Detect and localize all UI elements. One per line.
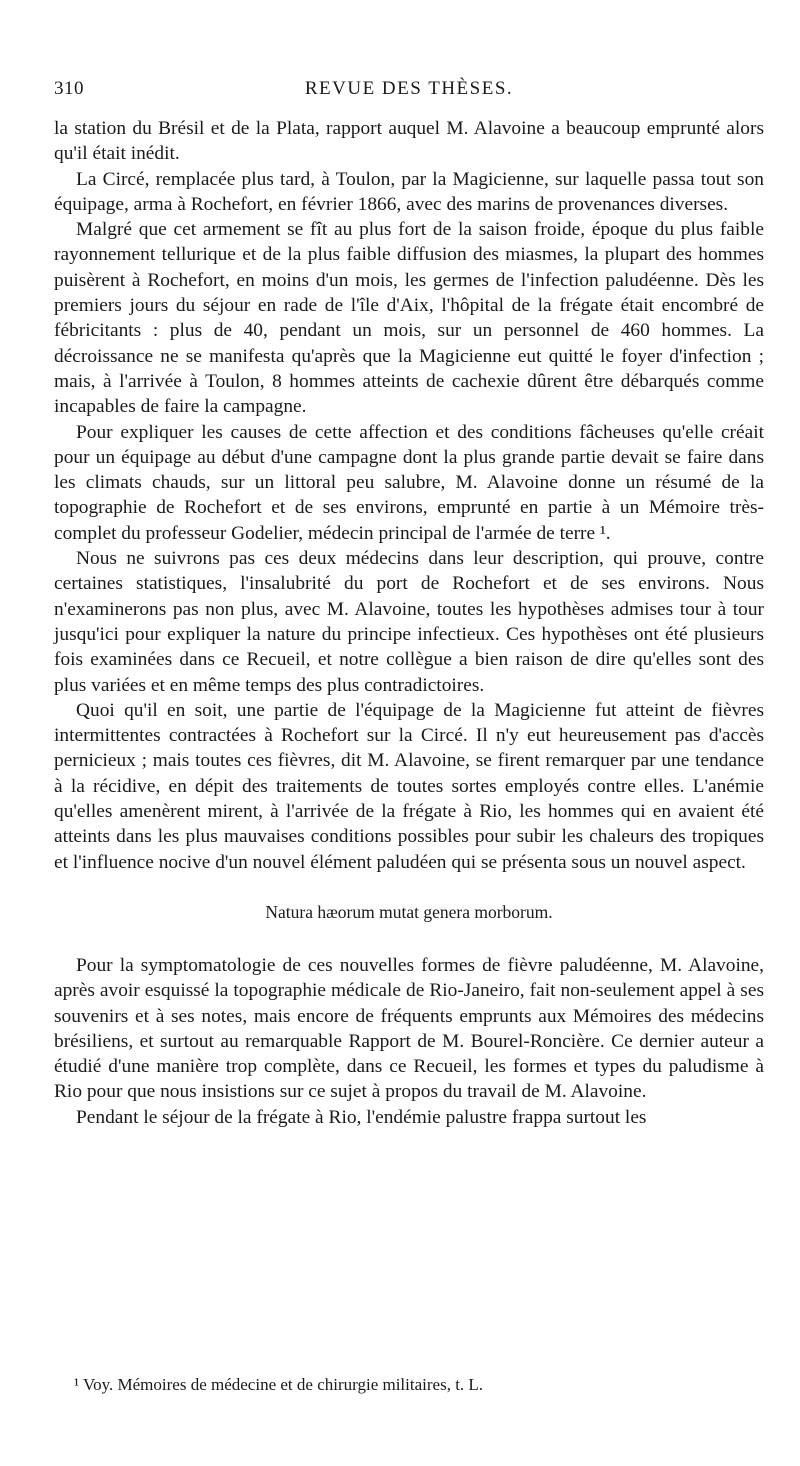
paragraph: Nous ne suivrons pas ces deux médecins dans leur description, qui prouve, contre certaines statistiques, l'insalubrité du port de Rochefort et de ses environs. Nous n'examinerons pas non plus, avec M. Alavoine, toutes les hypothèses admises tour à tour jusqu'ici pour expliquer la nature du principe infectieux. Ces hypothèses ont été plusieurs fois examinées dans ce Recueil, et notre collègue a bien raison de dire qu'elles sont des plus variées et en même temps des plus contradictoires. — [54, 548, 764, 696]
paragraph: Pour la symptomatologie de ces nouvelles formes de fièvre paludéenne, M. Alavoine, après avoir esquissé la topographie médicale de Rio-Janeiro, fait non-seulement appel à ses souvenirs et à ses notes, mais encore de fréquents emprunts aux Mémoires des médecins brésiliens, et surtout au remarquable Rapport de M. Bourel-Roncière. Ce dernier auteur a étudié d'une manière trop complète, dans ce Recueil, les formes et types du paludisme à Rio pour que nous insistions sur ce sujet à propos du travail de M. Alavoine. — [54, 954, 764, 1103]
paragraph: Pour expliquer les causes de cette affection et des conditions fâcheuses qu'elle créait pour un équipage au début d'une campagne dont la plus grande partie devait se faire dans les climats chauds, sur un littoral peu salubre, M. Alavoine donne un résumé de la topographie de Rochefort et de ses environs, emprunté en partie à un Mémoire très-complet du professeur Godelier, médecin principal de l'armée de terre ¹. — [54, 421, 764, 544]
page-number: 310 — [54, 78, 84, 99]
paragraph: Pendant le séjour de la frégate à Rio, l'endémie palustre frappa surtout les — [76, 1106, 647, 1128]
latin-quote: Natura hæorum mutat genera morborum. — [265, 901, 553, 922]
running-head — [54, 78, 764, 104]
footnote: ¹ Voy. Mémoires de médecine et de chirurgie militaires, t. L. — [74, 1375, 484, 1394]
paragraph: La Circé, remplacée plus tard, à Toulon, par la Magicienne, sur laquelle passa tout son équipage, arma à Rochefort, en février 1866, avec des marins de provenances diverses. — [54, 168, 764, 215]
body-text — [54, 116, 764, 1130]
paragraph: Malgré que cet armement se fît au plus fort de la saison froide, époque du plus faible rayonnement tellurique et de la plus faible diffusion des miasmes, la plupart des hommes puisèrent à Rochefort, en moins d'un mois, les germes de l'infection paludéenne. Dès les premiers jours du séjour en rade de l'île d'Aix, l'hôpital de la frégate était encombré de fébricitants : plus de 40, pendant un mois, sur un personnel de 460 hommes. La décroissance ne se manifesta qu'après que la Magicienne eut quitté le foyer d'infection ; mais, à l'arrivée à Toulon, 8 hommes atteints de cachexie dûrent être débarqués comme incapables de faire la campagne. — [54, 219, 764, 418]
running-title: REVUE DES THÈSES. — [304, 78, 514, 99]
paragraph: la station du Brésil et de la Plata, rapport auquel M. Alavoine a beaucoup emprunté alors qu'il était inédit. — [54, 118, 764, 165]
paragraph: Quoi qu'il en soit, une partie de l'équipage de la Magicienne fut atteint de fièvres intermittentes contractées à Rochefort sur la Circé. Il n'y eut heureusement pas d'accès pernicieux ; mais toutes ces fièvres, dit M. Alavoine, se firent remarquer par une tendance à la récidive, en dépit des traitements de toutes sortes employés contre elles. L'anémie qu'elles amenèrent mirent, à l'arrivée de la frégate à Rio, les hommes qui en avaient été atteints dans les plus mauvaises conditions possibles pour subir les chaleurs des tropiques et l'influence nocive d'un nouvel élément paludéen qui se présenta sous un nouvel aspect. — [54, 699, 764, 873]
